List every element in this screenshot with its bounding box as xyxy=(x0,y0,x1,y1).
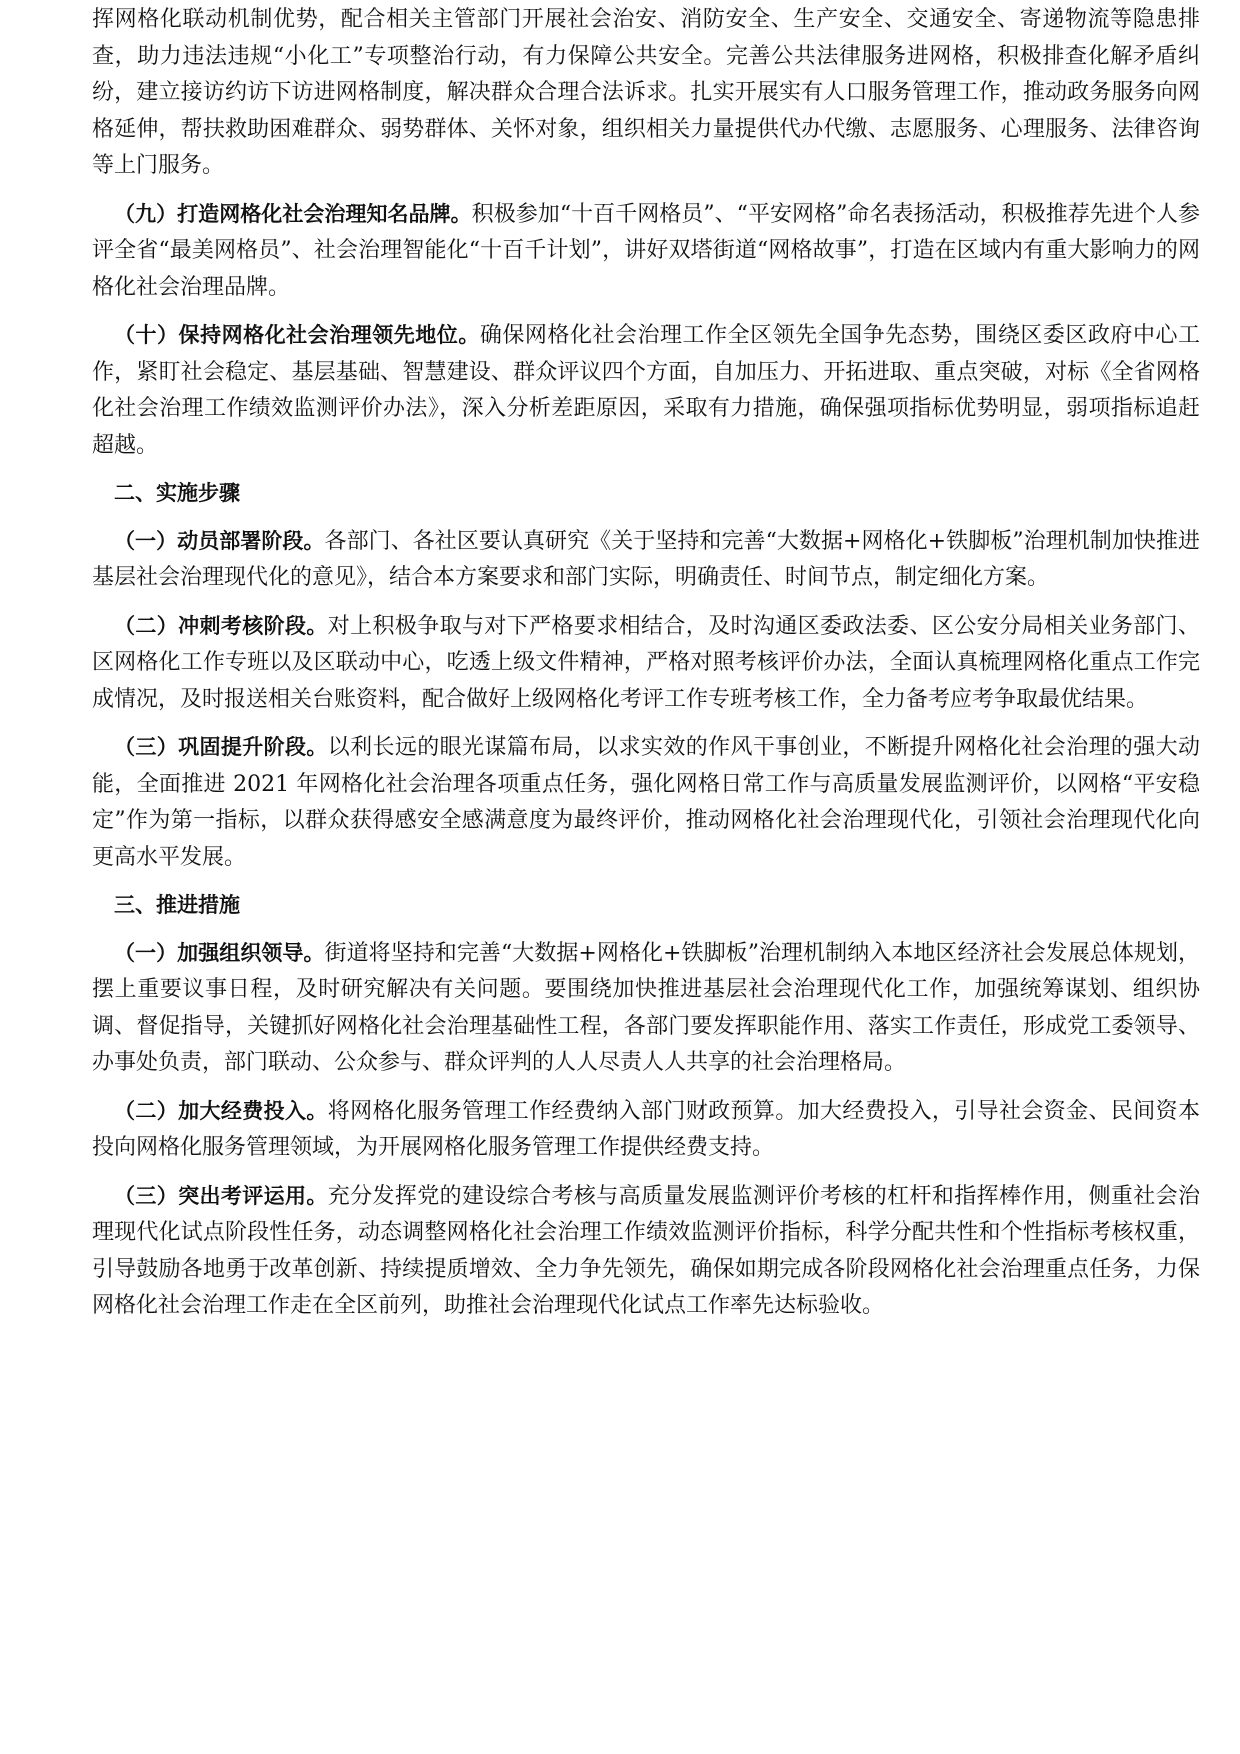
section-2-item-2 xyxy=(92,608,1200,719)
item-10-paragraph xyxy=(92,317,1200,464)
section-2-item-3-text: 以利长远的眼光谋篇布局，以求实效的作风干事创业，不断提升网格化社会治理的强大动能，全面推进 2021 年网格化社会治理各项重点任务，强化网格日常工作与高质量发展监测评价，以网格“平安稳定”作为第一指标，以群众获得感安全感满意度为最终评价，推动网格化社会治理现代化，引领社会治理现代化向更高水平发展。 xyxy=(92,735,1200,870)
item-9-lead: （九）打造网格化社会治理知名品牌。 xyxy=(114,201,472,226)
intro-paragraph: 挥网格化联动机制优势，配合相关主管部门开展社会治安、消防安全、生产安全、交通安全、寄递物流等隐患排查，助力违法违规“小化工”专项整治行动，有力保障公共安全。完善公共法律服务进网格，积极排查化解矛盾纠纷，建立接访约访下访进网格制度，解决群众合理合法诉求。扎实开展实有人口服务管理工作，推动政务服务向网格延伸，帮扶救助困难群众、弱势群体、关怀对象，组织相关力量提供代办代缴、志愿服务、心理服务、法律咨询等上门服务。 xyxy=(92,7,1200,178)
section-3-item-1-text: 街道将坚持和完善“大数据+网格化+铁脚板”治理机制纳入本地区经济社会发展总体规划，摆上重要议事日程，及时研究解决有关问题。要围绕加快推进基层社会治理现代化工作，加强统筹谋划、组织协调、督促指导，关键抓好网格化社会治理基础性工程，各部门要发挥职能作用、落实工作责任，形成党工委领导、办事处负责，部门联动、公众参与、群众评判的人人尽责人人共享的社会治理格局。 xyxy=(92,940,1200,1075)
section-2-item-2-text: 对上积极争取与对下严格要求相结合，及时沟通区委政法委、区公安分局相关业务部门、区网格化工作专班以及区联动中心，吃透上级文件精神，严格对照考核评价办法，全面认真梳理网格化重点工作完成情况，及时报送相关台账资料，配合做好上级网格化考评工作专班考核工作，全力备考应考争取最优结果。 xyxy=(92,613,1200,712)
section-2-item-2-lead: （二）冲刺考核阶段。 xyxy=(114,613,328,638)
section-3-item-2-text: 将网格化服务管理工作经费纳入部门财政预算。加大经费投入，引导社会资金、民间资本投向网格化服务管理领域，为开展网格化服务管理工作提供经费支持。 xyxy=(92,1098,1200,1160)
section-2-item-3 xyxy=(92,729,1200,876)
section-2-item-1-text: 各部门、各社区要认真研究《关于坚持和完善“大数据+网格化+铁脚板”治理机制加快推进基层社会治理现代化的意见》，结合本方案要求和部门实际，明确责任、时间节点，制定细化方案。 xyxy=(92,528,1200,590)
section-2-item-1 xyxy=(92,523,1200,597)
section-2-heading: 二、实施步骤 xyxy=(114,481,240,505)
section-2-item-3-lead: （三）巩固提升阶段。 xyxy=(114,735,328,759)
item-10-lead: （十）保持网格化社会治理领先地位。 xyxy=(114,323,480,347)
item-9-paragraph xyxy=(92,196,1200,307)
section-3-item-3-text: 充分发挥党的建设综合考核与高质量发展监测评价考核的杠杆和指挥棒作用，侧重社会治理现代化试点阶段性任务，动态调整网格化社会治理工作绩效监测评价指标，科学分配共性和个性指标考核权重，引导鼓励各地勇于改革创新、持续提质增效、全力争先领先，确保如期完成各阶段网格化社会治理重点任务，力保网格化社会治理工作走在全区前列，助推社会治理现代化试点工作率先达标验收。 xyxy=(92,1183,1200,1318)
section-3-item-2 xyxy=(92,1093,1200,1167)
item-9-text: 积极参加“十百千网格员”、“平安网格”命名表扬活动，积极推荐先进个人参评全省“最美网格员”、社会治理智能化“十百千计划”，讲好双塔街道“网格故事”，打造在区域内有重大影响力的网格化社会治理品牌。 xyxy=(92,201,1200,300)
section-3-item-3-lead: （三）突出考评运用。 xyxy=(114,1183,328,1208)
section-3-item-1 xyxy=(92,935,1200,1082)
section-3-item-3 xyxy=(92,1178,1200,1325)
section-3-item-1-lead: （一）加强组织领导。 xyxy=(114,940,325,965)
section-3-heading: 三、推进措施 xyxy=(114,893,240,917)
section-3-item-2-lead: （二）加大经费投入。 xyxy=(114,1098,328,1123)
section-2-item-1-lead: （一）动员部署阶段。 xyxy=(114,528,325,553)
item-10-text: 确保网格化社会治理工作全区领先全国争先态势，围绕区委区政府中心工作，紧盯社会稳定、基层基础、智慧建设、群众评议四个方面，自加压力、开拓进取、重点突破，对标《全省网格化社会治理工作绩效监测评价办法》，深入分析差距原因，采取有力措施，确保强项指标优势明显，弱项指标追赶超越。 xyxy=(92,323,1200,458)
